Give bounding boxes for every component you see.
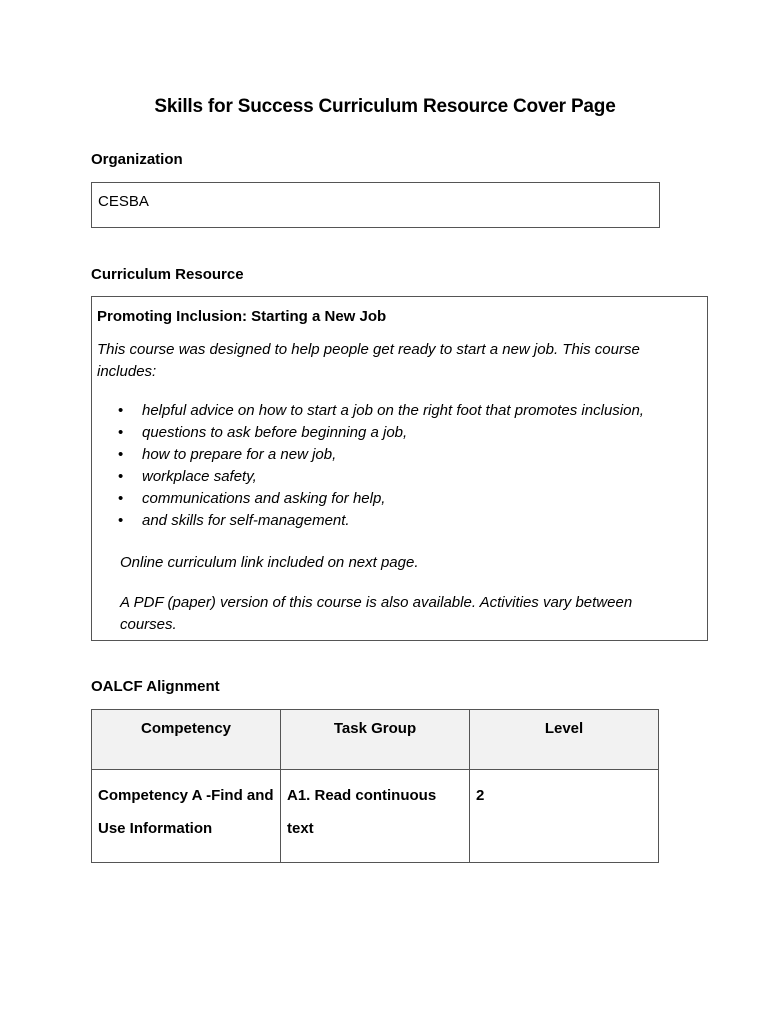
cell-competency: Competency A -Find and Use Information — [92, 770, 281, 863]
list-item: • communications and asking for help, — [92, 488, 644, 510]
oalcf-label: OALCF Alignment — [91, 678, 220, 695]
organization-value: CESBA — [98, 193, 149, 210]
table-row — [92, 770, 659, 863]
list-item: • questions to ask before beginning a job, — [92, 422, 644, 444]
pdf-version-note: A PDF (paper) version of this course is also available. Activities vary between courses. — [120, 594, 633, 633]
curriculum-resource-label: Curriculum Resource — [91, 266, 244, 283]
header-competency: Competency — [92, 710, 281, 770]
cell-level: 2 — [470, 770, 659, 863]
resource-topic-list — [92, 400, 644, 532]
cell-task-group: A1. Read continuous text — [281, 770, 470, 863]
oalcf-table — [91, 709, 659, 863]
online-link-note: Online curriculum link included on next page. — [120, 554, 419, 571]
curriculum-resource-box — [91, 296, 708, 641]
list-item: • and skills for self-management. — [92, 510, 644, 532]
page-title: Skills for Success Curriculum Resource Cover Page — [154, 96, 616, 117]
resource-title: Promoting Inclusion: Starting a New Job — [97, 308, 387, 325]
list-item: • helpful advice on how to start a job on the right foot that promotes inclusion, — [92, 400, 644, 422]
list-item: • how to prepare for a new job, — [92, 444, 644, 466]
table-header-row — [92, 710, 659, 770]
header-level: Level — [470, 710, 659, 770]
list-item: • workplace safety, — [92, 466, 644, 488]
organization-box — [91, 182, 660, 228]
organization-label: Organization — [91, 151, 183, 168]
resource-description: This course was designed to help people get ready to start a new job. This course includes: — [97, 341, 640, 380]
header-task-group: Task Group — [281, 710, 470, 770]
